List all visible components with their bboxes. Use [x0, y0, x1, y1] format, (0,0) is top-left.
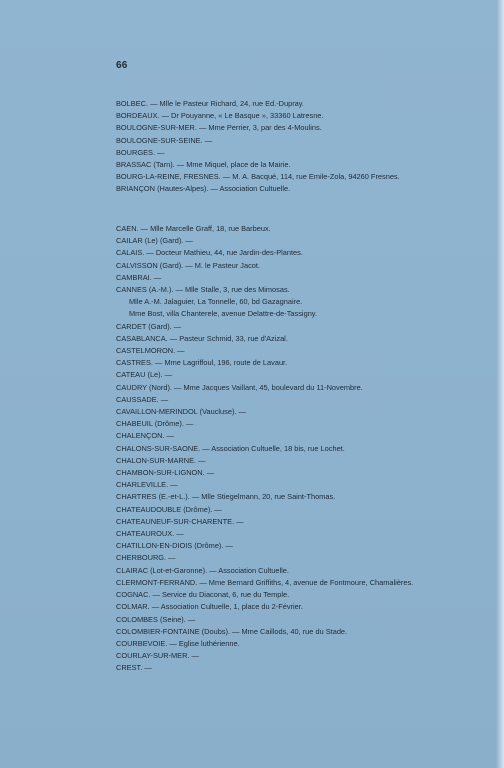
directory-entry: CANNES (A.-M.). — Mlle Stalle, 3, rue des Mimosas. — [116, 285, 290, 295]
directory-entry: CAVAILLON-MERINDOL (Vaucluse). — — [116, 407, 246, 417]
directory-entry: CASTELMORON. — — [116, 346, 185, 356]
entries-section-c — [116, 223, 413, 675]
directory-entry: CHALONS-SUR-SAONE. — Association Cultuelle, 18 bis, rue Lochet. — [116, 443, 345, 453]
directory-entry: COURLAY-SUR-MER. — — [116, 651, 199, 661]
directory-entry: CALAIS. — Docteur Mathieu, 44, rue Jardin-des-Plantes. — [116, 248, 303, 258]
directory-entry: BOULOGNE-SUR-SEINE. — — [116, 135, 213, 145]
directory-entry: CHERBOURG. — — [116, 553, 176, 563]
directory-entry: CAEN. — Mlle Marcelle Graff, 18, rue Barbeux. — [116, 224, 271, 233]
directory-entry: BOULOGNE-SUR-MER. — Mme Perrier, 3, par des 4-Moulins. — [116, 123, 322, 133]
directory-entry: CHALON-SUR-MARNE. — — [116, 455, 206, 465]
directory-entry: COGNAC. — Service du Diaconat, 6, rue du Temple. — [116, 590, 290, 600]
directory-entry: CREST. — — [116, 663, 152, 673]
page-number: 66 — [116, 60, 128, 71]
directory-entry: CARDET (Gard). — — [116, 321, 182, 331]
directory-entry: CASTRES. — Mme Lagriffoul, 196, route de Lavaur. — [116, 358, 288, 368]
directory-entry: CAUSSADE. — — [116, 394, 169, 404]
directory-entry-continuation: Mlle A.-M. Jalaguier, La Tonnelle, 60, bd Gazagnaire. — [129, 297, 303, 307]
directory-entry: BRIANÇON (Hautes-Alpes). — Association Cultuelle. — [116, 184, 291, 194]
directory-entry: COLOMBES (Seine). — — [116, 614, 196, 624]
directory-entry: CHATEAUROUX. — — [116, 529, 184, 539]
directory-entry: CALVISSON (Gard). — M. le Pasteur Jacot. — [116, 260, 261, 270]
directory-entry: CHARTRES (E.-et-L.). — Mlle Stiegelmann, 20, rue Saint-Thomas. — [116, 492, 336, 502]
directory-entry: COLMAR. — Association Cultuelle, 1, place du 2-Février. — [116, 602, 303, 612]
directory-entry: CHATEAUNEUF-SUR-CHARENTE. — — [116, 516, 244, 526]
directory-entry: BOLBEC. — Mlle le Pasteur Richard, 24, rue Ed.-Dupray. — [116, 99, 304, 108]
directory-entry: BOURGES. — — [116, 147, 165, 157]
directory-entry: CHABEUIL (Drôme). — — [116, 419, 194, 429]
directory-entry: CAILAR (Le) (Gard). — — [116, 236, 193, 246]
directory-entry: CHARLEVILLE. — — [116, 480, 178, 490]
entries-section-b — [116, 98, 400, 196]
directory-entry: CLAIRAC (Lot-et-Garonne). — Association Cultuelle. — [116, 565, 289, 575]
directory-entry: BRASSAC (Tarn). — Mme Miquel, place de la Mairie. — [116, 160, 291, 170]
directory-entry: BOURG-LA-REINE, FRESNES. — M. A. Bacqué, 114, rue Emile-Zola, 94260 Fresnes. — [116, 172, 400, 182]
directory-entry-continuation: Mme Bost, villa Chanterele, avenue Delattre-de-Tassigny. — [129, 309, 317, 319]
page-edge — [496, 0, 504, 768]
directory-entry: CAUDRY (Nord). — Mme Jacques Vaillant, 45, boulevard du 11-Novembre. — [116, 382, 363, 392]
directory-entry: CAMBRAI. — — [116, 272, 162, 282]
directory-entry: CLERMONT-FERRAND. — Mme Bernard Griffiths, 4, avenue de Fontmoure, Chamalières. — [116, 577, 414, 587]
directory-entry: COLOMBIER-FONTAINE (Doubs). — Mme Caillods, 40, rue du Stade. — [116, 626, 348, 636]
directory-entry: CATEAU (Le). — — [116, 370, 173, 380]
directory-entry: CHAMBON-SUR-LIGNON. — — [116, 468, 215, 478]
directory-entry: BORDEAUX. — Dr Pouyanne, « Le Basque », 33360 Latresne. — [116, 111, 324, 121]
directory-entry: CASABLANCA. — Pasteur Schmid, 33, rue d'Azizal. — [116, 333, 288, 343]
directory-entry: CHALENÇON. — — [116, 431, 174, 441]
directory-entry: CHATILLON-EN-DIOIS (Drôme). — — [116, 541, 233, 551]
directory-entry: COURBEVOIE. — Eglise luthérienne. — [116, 638, 240, 648]
directory-entry: CHATEAUDOUBLE (Drôme). — — [116, 504, 222, 514]
